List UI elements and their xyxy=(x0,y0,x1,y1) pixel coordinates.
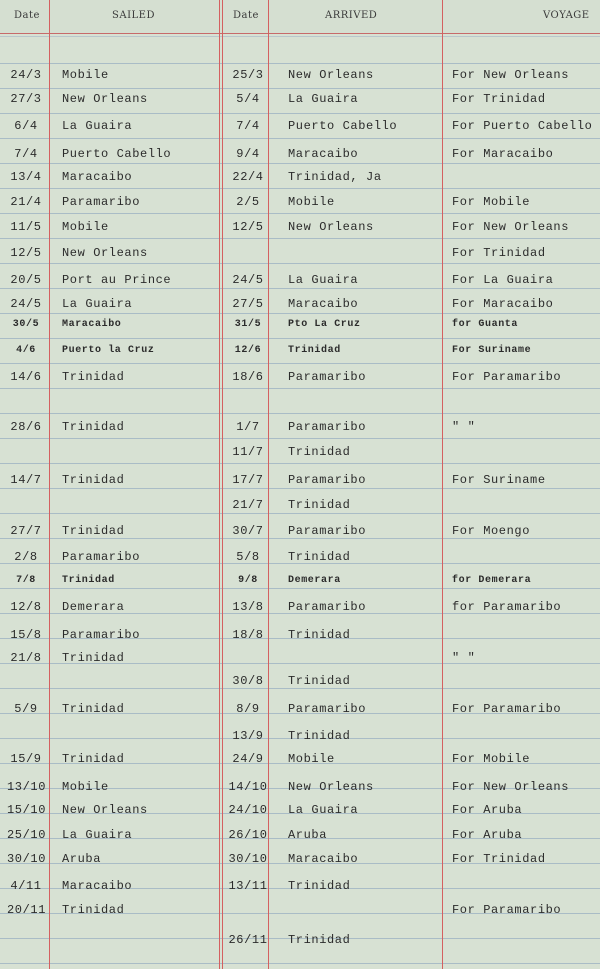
voyage-note: For Paramaribo xyxy=(452,702,562,716)
arrived-port: New Orleans xyxy=(288,220,374,234)
arrived-port: Trinidad xyxy=(288,879,351,893)
sailed-date: 4/11 xyxy=(10,879,42,893)
ledger-row xyxy=(0,319,600,339)
voyage-note: " " xyxy=(452,651,476,665)
arrived-date: 9/8 xyxy=(238,575,258,586)
arrived-date: 22/4 xyxy=(232,170,264,184)
arrived-port: Trinidad xyxy=(288,345,341,356)
voyage-note: For Mobile xyxy=(452,195,531,209)
arrived-port: La Guaira xyxy=(288,803,359,817)
arrived-date: 18/6 xyxy=(232,370,264,384)
arrived-port: La Guaira xyxy=(288,273,359,287)
arrived-date: 24/9 xyxy=(232,752,264,766)
arrived-date: 5/4 xyxy=(236,92,260,106)
ledger-row xyxy=(0,803,600,823)
sailed-date: 24/3 xyxy=(10,68,42,82)
sailed-port: Mobile xyxy=(62,780,109,794)
arrived-date: 18/8 xyxy=(232,628,264,642)
arrived-date: 8/9 xyxy=(236,702,260,716)
arrived-port: Mobile xyxy=(288,752,335,766)
voyage-note: For Paramaribo xyxy=(452,903,562,917)
arrived-date: 26/11 xyxy=(228,933,268,947)
sailed-date: 30/5 xyxy=(12,319,40,330)
voyage-note: For Maracaibo xyxy=(452,147,554,161)
sailed-date: 2/8 xyxy=(14,550,38,564)
sailed-port: La Guaira xyxy=(62,119,133,133)
arrived-date: 13/9 xyxy=(232,729,264,743)
arrived-date: 24/10 xyxy=(228,803,268,817)
ledger-row xyxy=(0,903,600,923)
ledger-row xyxy=(0,628,600,648)
arrived-port: Trinidad xyxy=(288,729,351,743)
arrived-date: 30/7 xyxy=(232,524,264,538)
sailed-port: Trinidad xyxy=(62,370,125,384)
sailed-date: 12/5 xyxy=(10,246,42,260)
sailed-port: La Guaira xyxy=(62,828,133,842)
ledger-row xyxy=(0,575,600,595)
ledger-row xyxy=(0,473,600,493)
ledger-row xyxy=(0,445,600,465)
arrived-date: 12/5 xyxy=(232,220,264,234)
sailed-port: Puerto la Cruz xyxy=(62,345,155,356)
arrived-date: 7/4 xyxy=(236,119,260,133)
arrived-date: 31/5 xyxy=(234,319,262,330)
voyage-note: For Trinidad xyxy=(452,92,546,106)
arrived-date: 24/5 xyxy=(232,273,264,287)
sailed-port: Paramaribo xyxy=(62,550,141,564)
sailed-port: New Orleans xyxy=(62,246,148,260)
voyage-note: For Aruba xyxy=(452,803,523,817)
sailed-port: Paramaribo xyxy=(62,628,141,642)
arrived-date: 26/10 xyxy=(228,828,268,842)
ledger-row xyxy=(0,651,600,671)
sailed-date: 13/4 xyxy=(10,170,42,184)
sailed-port: Trinidad xyxy=(62,575,115,586)
arrived-port: Paramaribo xyxy=(288,524,367,538)
ledger-row xyxy=(0,220,600,240)
ledger-row xyxy=(0,246,600,266)
arrived-date: 13/11 xyxy=(228,879,268,893)
voyage-note: " " xyxy=(452,420,476,434)
sailed-port: Trinidad xyxy=(62,903,125,917)
ledger-row xyxy=(0,933,600,953)
sailed-date: 15/8 xyxy=(10,628,42,642)
sailed-date: 27/7 xyxy=(10,524,42,538)
header-date-sailed: Date xyxy=(14,10,40,21)
sailed-date: 15/9 xyxy=(10,752,42,766)
sailed-port: Trinidad xyxy=(62,473,125,487)
arrived-date: 25/3 xyxy=(232,68,264,82)
arrived-port: New Orleans xyxy=(288,68,374,82)
header-voyage: VOYAGE xyxy=(543,10,590,21)
arrived-port: Paramaribo xyxy=(288,370,367,384)
ledger-row xyxy=(0,852,600,872)
arrived-date: 17/7 xyxy=(232,473,264,487)
arrived-port: Paramaribo xyxy=(288,600,367,614)
arrived-port: Mobile xyxy=(288,195,335,209)
sailed-port: New Orleans xyxy=(62,803,148,817)
arrived-port: Trinidad xyxy=(288,628,351,642)
sailed-port: Maracaibo xyxy=(62,170,133,184)
ledger-row xyxy=(0,297,600,317)
ledger-row xyxy=(0,600,600,620)
header-sailed: SAILED xyxy=(112,10,155,21)
sailed-port: Puerto Cabello xyxy=(62,147,172,161)
arrived-port: Paramaribo xyxy=(288,420,367,434)
ledger-row xyxy=(0,674,600,694)
arrived-date: 30/8 xyxy=(232,674,264,688)
sailed-date: 21/4 xyxy=(10,195,42,209)
sailed-date: 24/5 xyxy=(10,297,42,311)
voyage-note: For Mobile xyxy=(452,752,531,766)
arrived-date: 1/7 xyxy=(236,420,260,434)
ledger-row xyxy=(0,92,600,112)
sailed-port: Mobile xyxy=(62,68,109,82)
voyage-note: For Moengo xyxy=(452,524,531,538)
sailed-port: Maracaibo xyxy=(62,319,122,330)
arrived-port: Maracaibo xyxy=(288,147,359,161)
voyage-note: for Paramaribo xyxy=(452,600,562,614)
arrived-port: Trinidad xyxy=(288,674,351,688)
sailed-date: 20/11 xyxy=(7,903,47,917)
ledger-row xyxy=(0,273,600,293)
voyage-note: For Suriname xyxy=(452,473,546,487)
sailed-date: 14/6 xyxy=(10,370,42,384)
voyage-note: For La Guaira xyxy=(452,273,554,287)
arrived-port: Paramaribo xyxy=(288,702,367,716)
sailed-date: 4/6 xyxy=(16,345,36,356)
arrived-port: Pto La Cruz xyxy=(288,319,361,330)
ledger-row xyxy=(0,420,600,440)
voyage-note: For Aruba xyxy=(452,828,523,842)
sailed-port: La Guaira xyxy=(62,297,133,311)
arrived-port: Trinidad, Ja xyxy=(288,170,382,184)
arrived-port: Trinidad xyxy=(288,550,351,564)
ledger-row xyxy=(0,370,600,390)
header-arrived: ARRIVED xyxy=(325,10,378,21)
arrived-date: 13/8 xyxy=(232,600,264,614)
voyage-note: For Puerto Cabello xyxy=(452,119,593,133)
voyage-note: For New Orleans xyxy=(452,780,570,794)
ledger-row xyxy=(0,879,600,899)
arrived-port: Puerto Cabello xyxy=(288,119,398,133)
sailed-date: 14/7 xyxy=(10,473,42,487)
ledger-row xyxy=(0,345,600,365)
sailed-port: New Orleans xyxy=(62,92,148,106)
sailed-date: 28/6 xyxy=(10,420,42,434)
ledger-row xyxy=(0,729,600,749)
sailed-port: Trinidad xyxy=(62,524,125,538)
voyage-note: For New Orleans xyxy=(452,68,570,82)
sailed-date: 20/5 xyxy=(10,273,42,287)
ledger-row xyxy=(0,752,600,772)
voyage-note: For New Orleans xyxy=(452,220,570,234)
sailed-date: 13/10 xyxy=(7,780,47,794)
sailed-date: 30/10 xyxy=(7,852,47,866)
arrived-port: Paramaribo xyxy=(288,473,367,487)
ledger-row xyxy=(0,524,600,544)
sailed-port: Paramaribo xyxy=(62,195,141,209)
voyage-note: For Trinidad xyxy=(452,246,546,260)
sailed-port: Trinidad xyxy=(62,651,125,665)
arrived-date: 5/8 xyxy=(236,550,260,564)
sailed-date: 6/4 xyxy=(14,119,38,133)
arrived-date: 9/4 xyxy=(236,147,260,161)
sailed-port: Trinidad xyxy=(62,752,125,766)
voyage-note: For Paramaribo xyxy=(452,370,562,384)
sailed-date: 7/4 xyxy=(14,147,38,161)
ledger-row xyxy=(0,195,600,215)
ledger-row xyxy=(0,702,600,722)
arrived-port: Trinidad xyxy=(288,933,351,947)
ledger-row xyxy=(0,147,600,167)
ledger-row xyxy=(0,68,600,88)
header-date-arrived: Date xyxy=(233,10,259,21)
sailed-port: Mobile xyxy=(62,220,109,234)
sailed-date: 12/8 xyxy=(10,600,42,614)
arrived-port: Aruba xyxy=(288,828,328,842)
arrived-port: Maracaibo xyxy=(288,852,359,866)
voyage-note: for Demerara xyxy=(452,575,532,586)
arrived-date: 11/7 xyxy=(232,445,264,459)
arrived-port: Demerara xyxy=(288,575,341,586)
sailed-date: 15/10 xyxy=(7,803,47,817)
arrived-port: New Orleans xyxy=(288,780,374,794)
arrived-port: Trinidad xyxy=(288,498,351,512)
sailed-port: Maracaibo xyxy=(62,879,133,893)
ledger-row xyxy=(0,170,600,190)
voyage-note: For Suriname xyxy=(452,345,532,356)
arrived-date: 14/10 xyxy=(228,780,268,794)
sailed-date: 7/8 xyxy=(16,575,36,586)
arrived-port: La Guaira xyxy=(288,92,359,106)
voyage-note: For Maracaibo xyxy=(452,297,554,311)
sailed-date: 5/9 xyxy=(14,702,38,716)
ledger-row xyxy=(0,550,600,570)
sailed-port: Port au Prince xyxy=(62,273,172,287)
sailed-port: Demerara xyxy=(62,600,125,614)
voyage-note: For Trinidad xyxy=(452,852,546,866)
sailed-port: Trinidad xyxy=(62,702,125,716)
ledger-row xyxy=(0,780,600,800)
sailed-date: 21/8 xyxy=(10,651,42,665)
arrived-date: 27/5 xyxy=(232,297,264,311)
sailed-date: 11/5 xyxy=(10,220,42,234)
ledger-row xyxy=(0,119,600,139)
arrived-date: 12/6 xyxy=(234,345,262,356)
ledger-row xyxy=(0,498,600,518)
voyage-note: for Guanta xyxy=(452,319,519,330)
arrived-port: Maracaibo xyxy=(288,297,359,311)
arrived-date: 2/5 xyxy=(236,195,260,209)
sailed-port: Trinidad xyxy=(62,420,125,434)
sailed-date: 25/10 xyxy=(7,828,47,842)
ledger-row xyxy=(0,828,600,848)
sailed-date: 27/3 xyxy=(10,92,42,106)
arrived-port: Trinidad xyxy=(288,445,351,459)
arrived-date: 30/10 xyxy=(228,852,268,866)
sailed-port: Aruba xyxy=(62,852,102,866)
arrived-date: 21/7 xyxy=(232,498,264,512)
